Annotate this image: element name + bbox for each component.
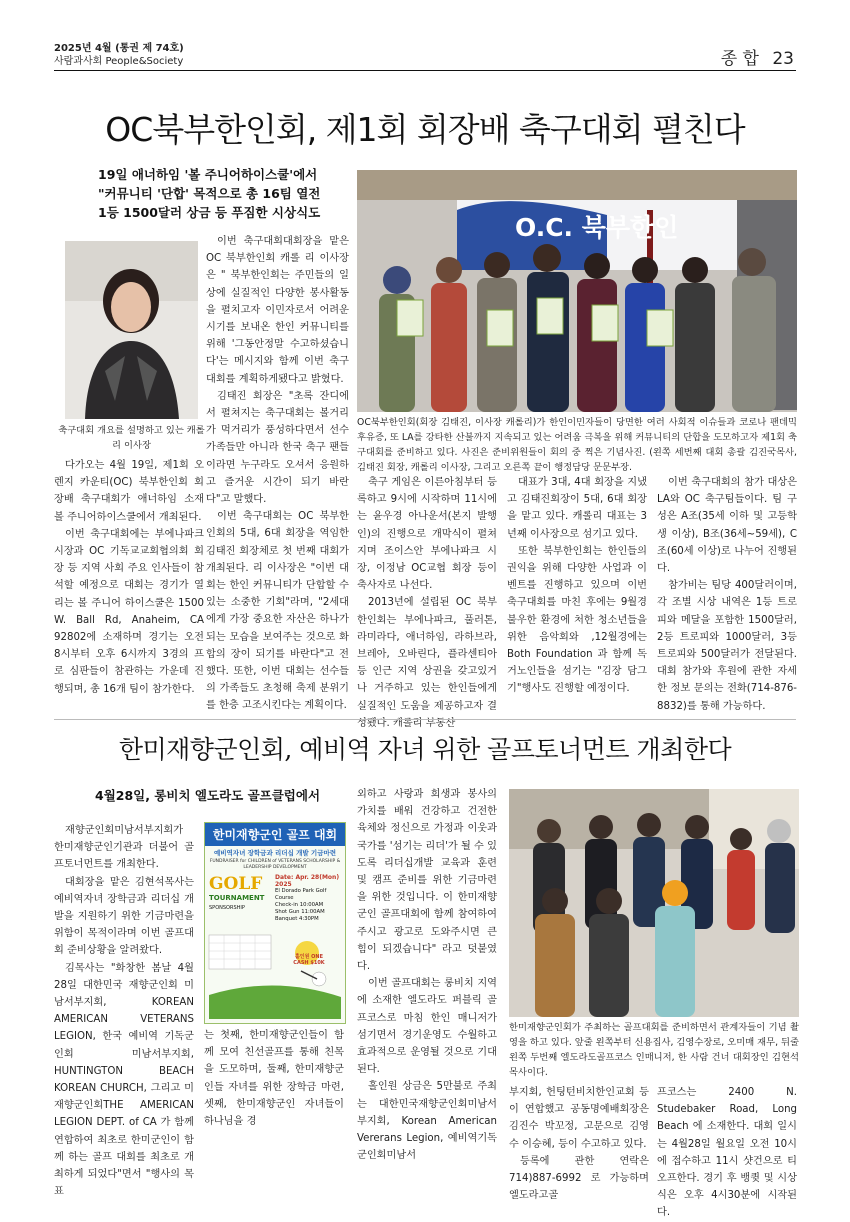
paragraph: 프코스는 2400 N. Studebaker Road, Long Beach 에 소재한다. 대회 일시는 4월28일 월요일 오전 10시에 접수하고 11시 샷건으로 티오프한다. 경기 후 뱅큇 및 시상식은 오후 4시30분에 시작된다. [657, 1087, 797, 1219]
paragraph: 재향군인회미남서부지회가 한미재향군인기관과 더불어 골프토너먼트를 개최한다. [54, 825, 194, 871]
paragraph: 2013년에 설립된 OC 북부한인회는 부에나파크, 풀러톤, 라미라다, 애너하임, 라하브라, 브레아, 오바린다, 플라센티아 등 인근 지역 상권을 갖고있거나 거주하고 있는 한인들에게 실질적인 도움을 제공하고자 결성됐다. 캐롤리 부통산 [357, 597, 497, 729]
page-number: 23 [772, 49, 794, 69]
poster-tournament: TOURNAMENT [209, 894, 265, 902]
group-photo-article1 [357, 170, 797, 412]
article2-column-3 [357, 786, 497, 1170]
article2-column-5 [657, 1084, 797, 1219]
article2-headline: 한미재향군인회, 예비역 자녀 위한 골프토너먼트 개최한다 [118, 735, 732, 764]
subhead-line: 19일 애너하임 '볼 주니어하이스쿨'에서 [98, 167, 318, 182]
poster-subtitle: 예비역자녀 장학금과 리더십 개발 기금마련 [213, 849, 337, 857]
issue-info: 2025년 4월 (통권 제 74호) [54, 43, 184, 54]
poster-fundraiser: FUNDRAISER for CHILDREN of VETERANS SCHOLARSHIP & LEADERSHIP DEVELOPMENT [209, 859, 341, 870]
photo-banner-text: O.C. 북부한인 [515, 213, 679, 242]
paragraph: 외하고 사랑과 희생과 봉사의 가치를 배워 건강하고 건전한 육체와 정신으로 가정과 이웃과 국가를 '섬기는 리더'가 될 수 있도록 리더십개발 교육과 훈련 및 캠프 준비를 위한 기금마련을 위한 것입니다. 이 한미재향군인 골프대회에 함께 참여하여 주시고 광고로 도와주시면 큰 힘이 되겠습니다" 라고 덧붙였다. [357, 789, 497, 973]
poster-prize: 홀인원 ONE CASH $10K [293, 954, 325, 966]
paragraph: 또한 북부한인회는 한인들의 권익을 위해 다양한 사업과 이벤트를 진행하고 있으며 이번 축구대회를 마친 후에는 9월경 불우한 환경에 처한 청소년들을 위한 음악회와 ,12월경에는 Both Foundation 과 함께 독거노인들을 섬기는 "김장 담그기"행사도 진행할 예정이다. [507, 545, 647, 695]
poster-sponsorship: SPONSORSHIP [209, 905, 245, 911]
paragraph: 이번 축구대회대회장을 맡은 OC 북부한인회 캐롤 리 이사장은 " 북부한인회는 주민들의 일상에 실질적인 다양한 봉사활동을 펼치고자 이민자로서 어려운 시기를 보내온 한인 커뮤니티를 위해 '그동안정말 수고하셨습니다'는 메시지와 함께 이번 축구대회를 계획하게됐다고 밝혔다. [206, 236, 349, 385]
paragraph: 는 첫째, 한미재향군인들이 함께 모여 친선골프를 통해 친목을 도모하며, 둘째, 한미재향군인들 자녀를 위한 장학금 마련, 셋째, 한미재향군인 자녀들이 하나님을 경 [204, 1030, 344, 1128]
paragraph: 등록에 관한 연락은 714)887-6992 로 가능하며 엘도라고골 [509, 1155, 649, 1202]
article1-column-1 [54, 457, 204, 717]
group-photo-2-caption: 한미재향군인회가 주최하는 골프대회를 준비하면서 관계자들이 기념 촬영을 하고 있다. 앞줄 왼쪽부터 신용집사, 김영수장로, 오미매 재무, 뒤줄 왼쪽 두번째 엘도라도골프코스 인매니저, 한 사람 건너 대회장인 김현석목사이다. [509, 1022, 799, 1078]
article2-column-1 [54, 822, 194, 1198]
paragraph: 다가오는 4월 19일, 제1회 오렌지 카운티(OC) 북부한인회 회장배 축구대회가 애너하임 소재 볼 주니어하이스쿨에서 개최된다. [54, 460, 204, 523]
article1-column-3 [357, 474, 497, 729]
paragraph: 김목사는 "화창한 봄날 4월 28일 대한민국 재향군인회 미남서부지회, KOREAN AMERICAN VETERANS LEGION, 한국 예비역 기독군인회 미남서부지회, HUNTINGTON BEACH KOREAN CHURCH, 그리고 미 재향군인회THE AMERICAN LEGION DEPT. of CA 가 함께 연합하여 최초로 한미군인이 함께 하는 골프 대회를 최초로 개최하게 되었다"면서 "행사의 목표 [54, 962, 194, 1198]
paragraph: 이번 축구대회는 OC 북부한인회의 5대, 6대 회장을 역임한 김태진 회장체로 첫 번째 대회가 개최된다. 리 이사장은 "이번 대회는 한인 커뮤니티가 단합할 수 있는 소중한 기회"라며, "2세대에게 가장 중요한 자산은 하나가 되는 모습을 보여주는 것으로 화합의 장이 되기를 바란다"고 전했다. 또한, 이번 대회는 선수들의 가족들도 초청해 축제 분위기를 한층 고조시킨다는 계획이다. [206, 511, 349, 712]
article2-column-2 [204, 1027, 344, 1170]
section-name: 종 합 [720, 49, 759, 69]
paragraph: 축구 게임은 이른아침부터 등록하고 9시에 시작하며 11시에는 윤우경 아나운서(본지 발행인)의 진행으로 개막식이 펼쳐지며 조이스안 부에나파크 시장, 이정남 OC교협 회장 등이 축사자로 나선다. [357, 477, 497, 592]
paragraph: 참가비는 팀당 400달러이며, 각 조별 시상 내역은 1등 트로피와 메달을 포함한 1500달러, 2등 트로피와 1000달러, 3등 트로피와 500달러가 전달된다. 대회 참가와 후원에 관한 자세한 정보 문의는 전화(714-876-8832)를 통해 가능하다. [657, 580, 797, 712]
paragraph: 이번 축구대회의 참가 대상은 LA와 OC 축구팀들이다. 팀 구성은 A조(35세 이하 및 고등학생 이상), B조(36세~59세), C조(60세 이상)로 나누어 진행된다. [657, 477, 797, 575]
publication-name: 사람과사회 People&Society [54, 56, 184, 67]
page-section [721, 44, 794, 69]
poster-banquet: Banquet 4:30PM [275, 916, 319, 922]
article1-subheads [98, 165, 348, 222]
header-divider [54, 70, 796, 71]
poster-place: El Dorado Park Golf Course [275, 888, 327, 901]
paragraph: 대표가 3대, 4대 회장을 지냈고 김태진회장이 5대, 6대 회장을 맡고 있다. 캐롤리 대표는 3년째 이사장으로 섬기고 있다. [507, 477, 647, 540]
group-photo-caption: OC북부한인회(회장 김태진, 이사장 캐롤리)가 한인이민자들이 당면한 여러 사회적 이슈들과 코로나 팬데믹 후유증, 또 LA를 강타한 산불까지 지속되고 있는 어려움 극복을 위해 커뮤니티의 단합을 도모하고자 제1회 축구대회를 준비하고 있다. 사진은 준비위원들이 회의 중 찍은 기념사진. (왼쪽 세번째 대회 총괄 김진국목사, 김태진 회장, 캐롤리 이사장, 그리고 오른쪽 끝이 행정담당 문문부장. [357, 417, 797, 473]
poster-checkin: Check-in 10:00AM [275, 902, 324, 908]
article1-column-5 [657, 474, 797, 717]
article-divider [54, 719, 796, 720]
paragraph: 대회장을 맡은 김현석목사는 예비역자녀 장학금과 리더십 개발을 지원하기 위한 기금마련을 위함이 목적이라며 이번 골프대회 준비상황을 알려왔다. [54, 876, 194, 957]
article1-column-2 [206, 233, 349, 717]
poster-shotgun: Shot Gun 11:00AM [275, 909, 325, 915]
article1-headline: OC북부한인회, 제1회 회장배 축구대회 펼친다 [105, 110, 745, 149]
poster-graphics [209, 935, 341, 1019]
subhead-line: 1등 1500달러 상금 등 푸짐한 시상식도 [98, 205, 321, 220]
paragraph: 이번 골프대회는 롱비치 지역에 소재한 엘도라도 퍼블릭 골프코스로 마침 한인 매니저가 섬기면서 경기운영도 수월하고 효과적으로 운영될 것으로 기대된다. [357, 978, 497, 1076]
paragraph: 김태진 회장은 "초록 잔디에서 펼쳐지는 축구대회는 볼거리가 먹거리가 풍성하다면서 선수 가족들만 아니라 한국 축구 팬들이라면 누구라도 오셔서 응원하고 즐거운 시간이 되기 바란다"고 말했다. [206, 390, 349, 506]
golf-poster [204, 822, 346, 1024]
article1-column-4 [507, 474, 647, 717]
poster-golf: GOLF [209, 874, 263, 894]
paragraph: 이번 축구대회에는 부에나파크 시장과 OC 기독교교회협의회 회장 등 지역 사회 주요 인사들이 참석할 예정으로 대회는 경기가 열리는 볼 주니어 하이스쿨은 1500 W. Ball Rd, Anaheim, CA 92802에 소재하며 경기는 오전 8시부터 오후 6시까지 3경의 프로 심판들이 참관하는 가운데 진행되며, 총 16개 팀이 참가한다. [54, 528, 204, 695]
article2-column-4 [509, 1084, 649, 1202]
group-photo-article2 [509, 789, 799, 1017]
article2-subhead: 4월28일, 롱비치 엘도라도 골프클럽에서 [95, 788, 321, 803]
paragraph: 부지회, 헌팅턴비치한인교회 등이 연합했고 공동명예배회장은 김진수 박꼬정, 고문으로 김영수 이승혜, 등이 수고하고 있다. [509, 1087, 649, 1150]
poster-title: 한미재향군인 골프 대회 [205, 823, 345, 846]
masthead [54, 42, 184, 68]
portrait-caption: 축구대회 개요를 설명하고 있는 캐롤리 이사장 [58, 425, 205, 451]
subhead-line: "커뮤니티 '단합' 목적으로 총 16팀 열전 [98, 186, 321, 201]
paragraph: 홀인원 상금은 5만불로 주최는 대한민국재향군인회미남서부지회, Korean American Vererans Legion, 예비역기독군인회미남서 [357, 1081, 497, 1162]
portrait-photo [65, 241, 198, 419]
poster-date: Date: Apr. 28(Mon) 2025 [275, 874, 340, 888]
